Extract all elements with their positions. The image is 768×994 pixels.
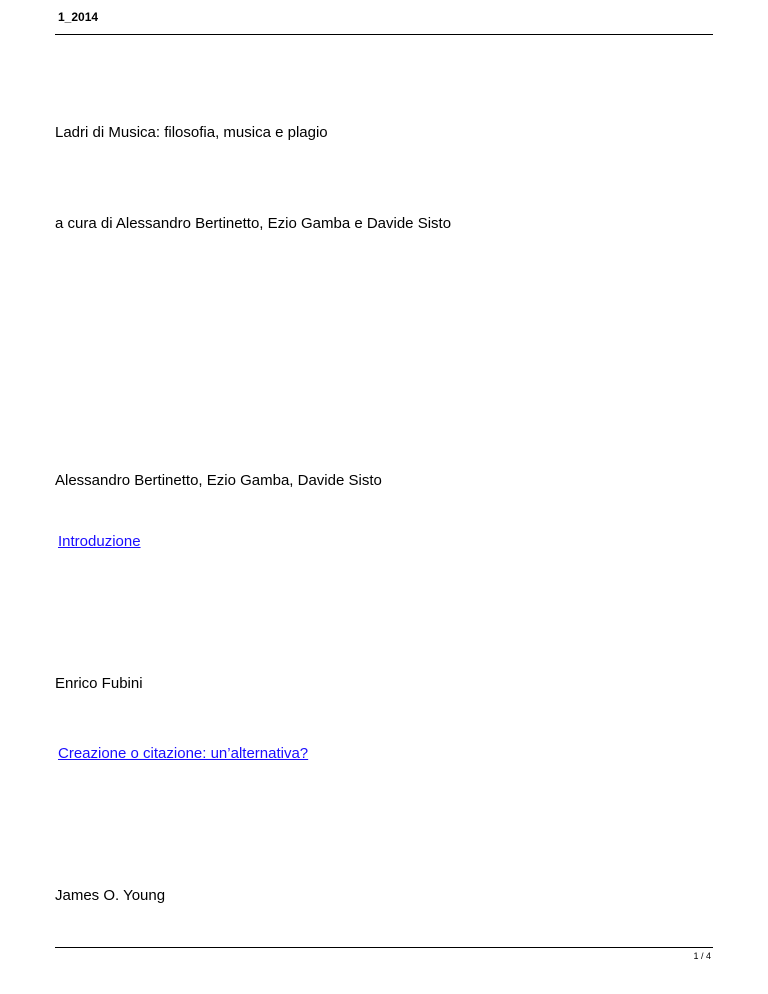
footer-divider [55, 947, 713, 948]
entry-author-3: James O. Young [55, 887, 166, 904]
header-divider [55, 34, 713, 35]
editors-line: a cura di Alessandro Bertinetto, Ezio Gamba e Davide Sisto [55, 215, 452, 232]
entry-link-creazione-o-citazione[interactable]: Creazione o citazione: un’alternativa? [58, 745, 309, 762]
entry-link-introduzione[interactable]: Introduzione [58, 533, 141, 550]
entry-author-2: Enrico Fubini [55, 675, 143, 692]
entry-author-1: Alessandro Bertinetto, Ezio Gamba, Davide Sisto [55, 472, 382, 489]
header-title: 1_2014 [58, 10, 99, 24]
page-number: 1 / 4 [693, 951, 711, 961]
book-title: Ladri di Musica: filosofia, musica e plagio [55, 124, 328, 141]
